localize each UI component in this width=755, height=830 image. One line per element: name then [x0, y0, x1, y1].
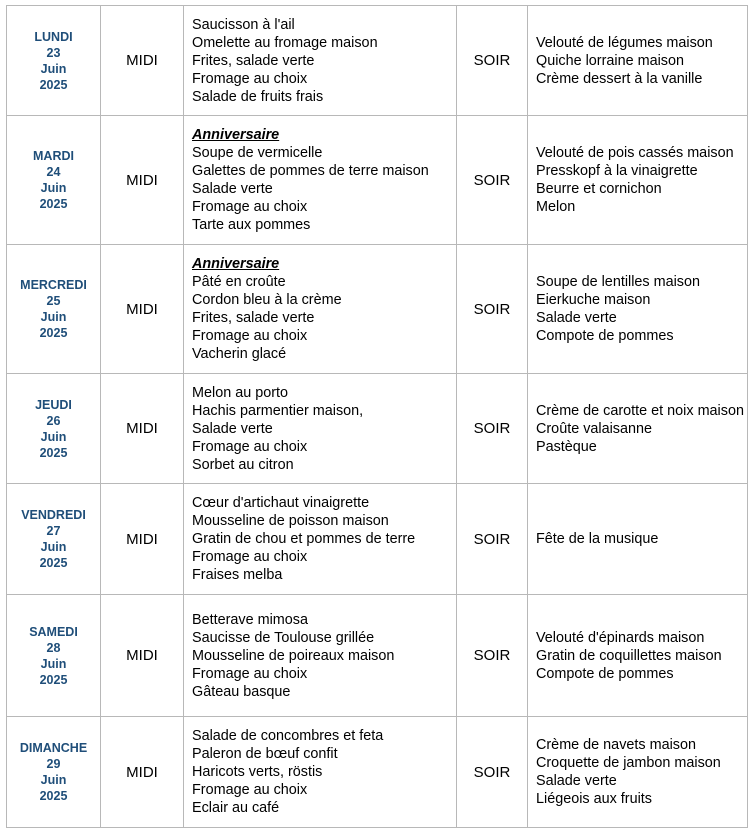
dinner-dishes — [528, 245, 748, 374]
day-row-jeudi — [7, 374, 748, 484]
special-event-label: Anniversaire — [192, 256, 280, 272]
dinner-label: SOIR — [457, 595, 528, 717]
day-cell — [7, 717, 101, 828]
dinner-dish: Crème dessert à la vanille — [536, 70, 703, 87]
dinner-dish: Velouté de légumes maison — [536, 34, 713, 51]
lunch-label: MIDI — [101, 245, 184, 374]
lunch-label: MIDI — [101, 484, 184, 595]
day-date: 29 — [46, 757, 61, 771]
lunch-dish: Gâteau basque — [192, 683, 291, 700]
lunch-dish: Sorbet au citron — [192, 456, 294, 473]
day-month: Juin — [40, 310, 67, 324]
dinner-dishes — [528, 717, 748, 828]
lunch-label: MIDI — [101, 6, 184, 116]
dinner-dish: Salade verte — [536, 773, 617, 789]
day-name: JEUDI — [35, 397, 72, 412]
dinner-label: SOIR — [457, 717, 528, 828]
day-year: 2025 — [39, 77, 68, 92]
lunch-dish: Paleron de bœuf confit — [192, 746, 338, 762]
special-event-label: Anniversaire — [192, 127, 280, 143]
lunch-dish: Tarte aux pommes — [192, 217, 311, 233]
lunch-dish: Vacherin glacé — [192, 346, 287, 362]
day-month: Juin — [40, 181, 67, 195]
lunch-dish: Fromage au choix — [192, 70, 308, 87]
day-row-vendredi — [7, 484, 748, 595]
lunch-dish: Salade verte — [192, 181, 273, 197]
dinner-dish: Croquette de jambon maison — [536, 755, 721, 771]
lunch-dish: Haricots verts, röstis — [192, 764, 323, 780]
day-row-mardi — [7, 116, 748, 245]
day-month: Juin — [40, 656, 67, 671]
day-cell — [7, 484, 101, 595]
day-name: MERCREDI — [20, 278, 87, 292]
day-date: 28 — [46, 640, 61, 655]
lunch-dishes — [184, 116, 457, 245]
dinner-dish: Salade verte — [536, 310, 617, 326]
dinner-label: SOIR — [457, 484, 528, 595]
lunch-dish: Hachis parmentier maison, — [192, 402, 364, 419]
dinner-dish: Croûte valaisanne — [536, 420, 652, 437]
day-year: 2025 — [39, 789, 68, 803]
lunch-dish: Omelette au fromage maison — [192, 34, 378, 51]
dinner-dishes — [528, 374, 748, 484]
day-date: 27 — [46, 524, 61, 538]
dinner-dish: Beurre et cornichon — [536, 181, 662, 197]
lunch-dishes — [184, 717, 457, 828]
lunch-dish: Mousseline de poisson maison — [192, 513, 389, 529]
day-date: 25 — [46, 294, 61, 308]
day-name: LUNDI — [34, 29, 73, 44]
dinner-dishes — [528, 6, 748, 116]
day-month: Juin — [40, 61, 67, 76]
lunch-dish: Saucisson à l'ail — [192, 16, 295, 33]
dinner-label: SOIR — [457, 6, 528, 116]
day-cell — [7, 6, 101, 116]
dinner-dish: Presskopf à la vinaigrette — [536, 163, 698, 179]
day-cell — [7, 374, 101, 484]
day-name: SAMEDI — [29, 624, 78, 639]
dinner-dish: Compote de pommes — [536, 328, 674, 344]
lunch-dish: Mousseline de poireaux maison — [192, 647, 395, 664]
dinner-dishes — [528, 116, 748, 245]
lunch-dishes — [184, 484, 457, 595]
day-name: DIMANCHE — [19, 741, 88, 755]
day-row-lundi — [7, 6, 748, 116]
lunch-dishes — [184, 245, 457, 374]
day-row-dimanche — [7, 717, 748, 828]
lunch-dish: Pâté en croûte — [192, 274, 286, 290]
dinner-label: SOIR — [457, 116, 528, 245]
lunch-dish: Salade de concombres et feta — [192, 728, 384, 744]
lunch-dish: Fromage au choix — [192, 549, 308, 565]
lunch-label: MIDI — [101, 116, 184, 245]
lunch-dish: Fromage au choix — [192, 438, 308, 455]
lunch-dish: Soupe de vermicelle — [192, 145, 323, 161]
lunch-dish: Frites, salade verte — [192, 52, 315, 69]
weekly-menu-table — [6, 5, 748, 828]
day-year: 2025 — [39, 672, 68, 687]
dinner-dish: Quiche lorraine maison — [536, 52, 684, 69]
dinner-dish: Eierkuche maison — [536, 292, 651, 308]
day-cell — [7, 116, 101, 245]
dinner-dish: Compote de pommes — [536, 665, 674, 682]
day-date: 26 — [46, 413, 61, 428]
day-cell — [7, 245, 101, 374]
lunch-dish: Cordon bleu à la crème — [192, 292, 342, 308]
dinner-label: SOIR — [457, 374, 528, 484]
dinner-dish: Velouté de pois cassés maison — [536, 145, 734, 161]
day-row-samedi — [7, 595, 748, 717]
day-month: Juin — [40, 540, 67, 554]
lunch-dish: Fromage au choix — [192, 199, 308, 215]
day-year: 2025 — [39, 326, 68, 340]
lunch-dish: Fromage au choix — [192, 665, 308, 682]
lunch-dish: Galettes de pommes de terre maison — [192, 163, 429, 179]
day-year: 2025 — [39, 556, 68, 570]
day-name: MARDI — [33, 149, 74, 163]
lunch-dishes — [184, 374, 457, 484]
day-date: 24 — [46, 165, 61, 179]
day-name: VENDREDI — [21, 508, 86, 522]
day-month: Juin — [40, 773, 67, 787]
dinner-dish: Velouté d'épinards maison — [536, 629, 705, 646]
lunch-label: MIDI — [101, 595, 184, 717]
dinner-dish: Crème de navets maison — [536, 737, 696, 753]
dinner-dishes — [528, 484, 748, 595]
lunch-dishes — [184, 6, 457, 116]
lunch-dish: Cœur d'artichaut vinaigrette — [192, 495, 370, 511]
dinner-label: SOIR — [457, 245, 528, 374]
lunch-dish: Fraises melba — [192, 567, 283, 583]
lunch-dish: Frites, salade verte — [192, 310, 315, 326]
lunch-dish: Melon au porto — [192, 384, 288, 401]
day-date: 23 — [46, 45, 61, 60]
day-year: 2025 — [39, 197, 68, 211]
dinner-dish: Crème de carotte et noix maison — [536, 402, 744, 419]
day-year: 2025 — [39, 445, 68, 460]
menu-body — [7, 6, 748, 828]
dinner-dish: Liégeois aux fruits — [536, 791, 652, 807]
lunch-dish: Eclair au café — [192, 800, 280, 816]
lunch-dish: Salade verte — [192, 420, 273, 437]
dinner-dish: Soupe de lentilles maison — [536, 274, 700, 290]
lunch-dish: Saucisse de Toulouse grillée — [192, 629, 375, 646]
lunch-dish: Fromage au choix — [192, 782, 308, 798]
lunch-dish: Gratin de chou et pommes de terre — [192, 531, 416, 547]
day-month: Juin — [40, 429, 67, 444]
dinner-dish: Melon — [536, 199, 576, 215]
lunch-dishes — [184, 595, 457, 717]
dinner-dish: Gratin de coquillettes maison — [536, 647, 722, 664]
dinner-dish: Fête de la musique — [536, 531, 659, 547]
lunch-label: MIDI — [101, 374, 184, 484]
lunch-dish: Salade de fruits frais — [192, 88, 324, 105]
lunch-label: MIDI — [101, 717, 184, 828]
dinner-dish: Pastèque — [536, 438, 597, 455]
lunch-dish: Fromage au choix — [192, 328, 308, 344]
day-row-mercredi — [7, 245, 748, 374]
lunch-dish: Betterave mimosa — [192, 611, 308, 628]
day-cell — [7, 595, 101, 717]
dinner-dishes — [528, 595, 748, 717]
